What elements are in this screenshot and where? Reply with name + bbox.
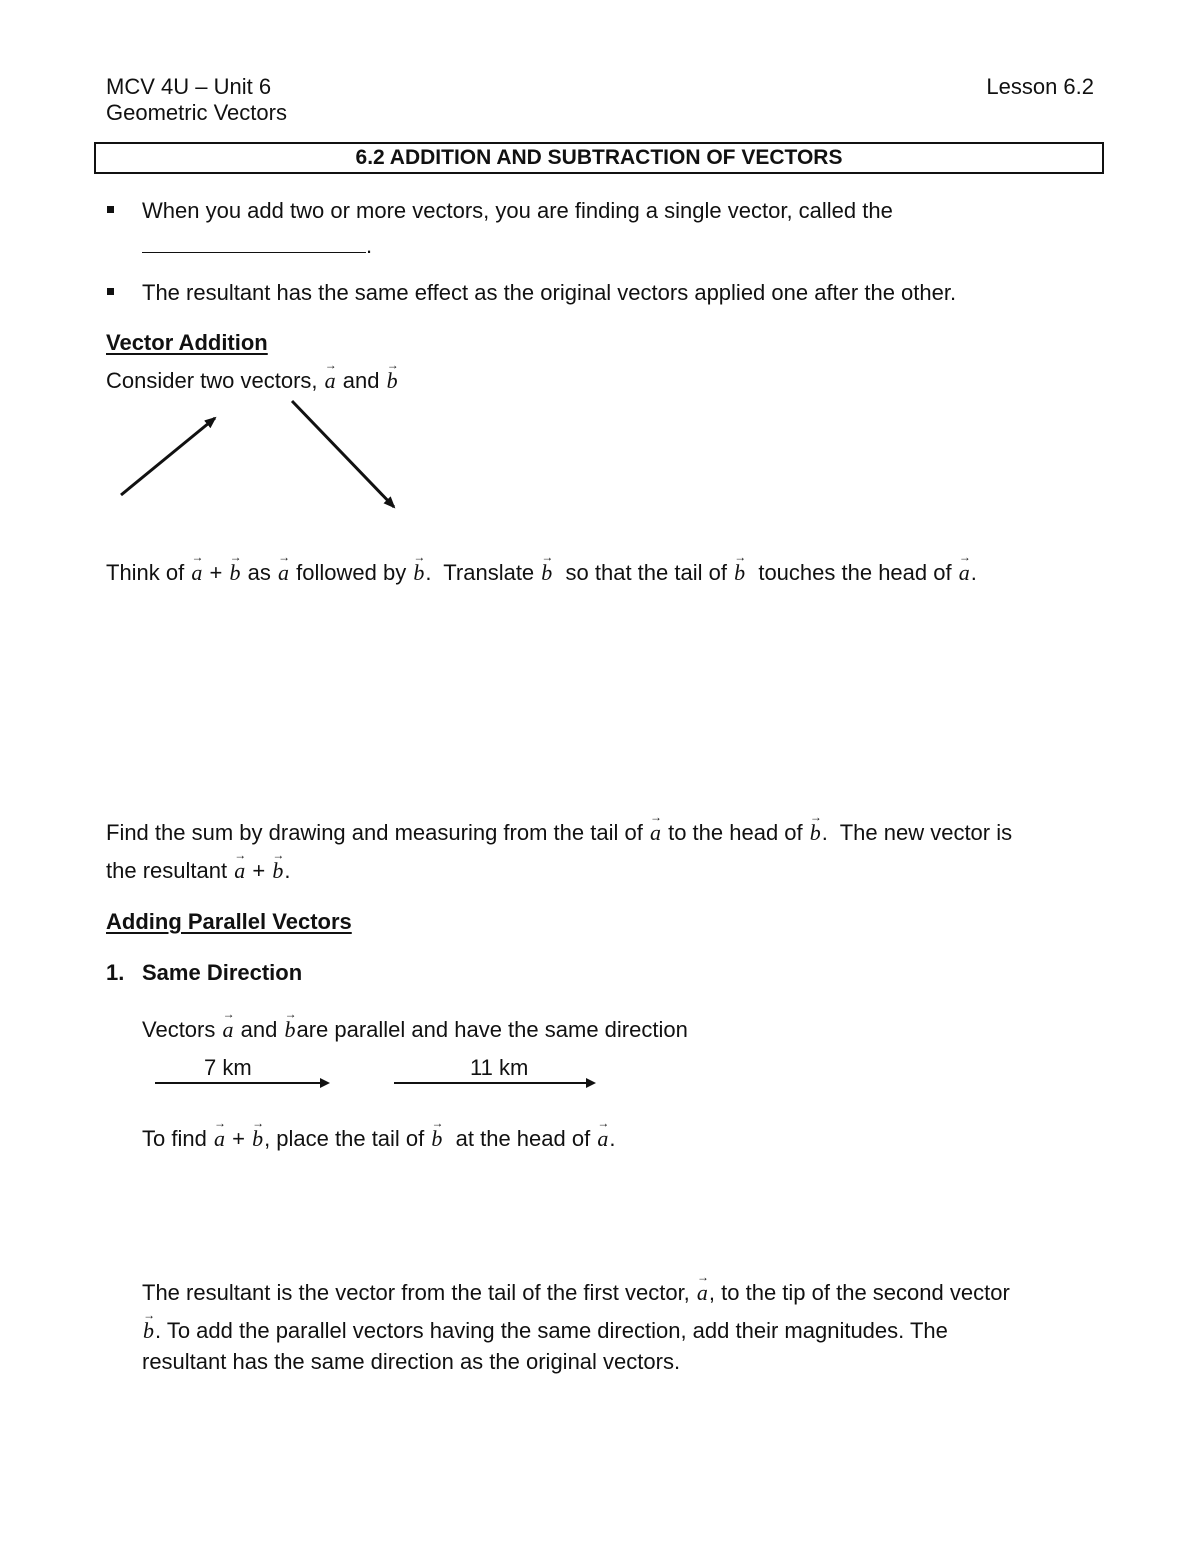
vector-a-symbol: → a: [324, 370, 337, 392]
section-heading-vector-addition: Vector Addition: [106, 330, 268, 355]
subtitle: Geometric Vectors: [106, 100, 287, 125]
consider-line: Consider two vectors, → a and → b: [106, 370, 399, 392]
resultant-explanation-line2: → b. To add the parallel vectors having the same direction, add their magnitudes. The: [142, 1320, 948, 1342]
bullet-1-text: When you add two or more vectors, you are finding a single vector, called the: [142, 198, 893, 223]
section-heading-parallel: Adding Parallel Vectors: [106, 909, 352, 934]
think-of-line: Think of → a + → b as → a followed by → b. Translate → b so that the tail of → b touches the head of → a.: [106, 562, 977, 584]
bullet-1-line2: .: [142, 232, 372, 257]
item-number: 1.: [106, 960, 125, 985]
magnitude-label-a: 7 km: [204, 1055, 252, 1080]
page-title: 6.2 ADDITION AND SUBTRACTION OF VECTORS: [355, 146, 843, 169]
item-title: Same Direction: [142, 960, 303, 985]
course-label: MCV 4U – Unit 6: [106, 74, 272, 99]
vector-a-arrow: [121, 418, 215, 495]
vectors-parallel-line: Vectors → a and → bare parallel and have the same direction: [142, 1019, 688, 1041]
resultant-explanation-line3: resultant has the same direction as the original vectors.: [142, 1349, 681, 1374]
to-find-line: To find → a + → b, place the tail of → b at the head of → a.: [142, 1128, 615, 1150]
lesson-label: Lesson 6.2: [986, 74, 1094, 99]
magnitude-label-b: 11 km: [470, 1055, 529, 1080]
resultant-explanation-line1: The resultant is the vector from the tail of the first vector, → a, to the tip of the second vector: [142, 1282, 1010, 1304]
resultant-line: the resultant → a + → b.: [106, 860, 290, 882]
bullet-2-text: The resultant has the same effect as the original vectors applied one after the other.: [142, 280, 957, 305]
find-sum-line: Find the sum by drawing and measuring from the tail of → a to the head of → b. The new vector is: [106, 822, 1012, 844]
vector-b-arrow: [292, 401, 394, 507]
vector-b-symbol: → b: [386, 370, 399, 392]
